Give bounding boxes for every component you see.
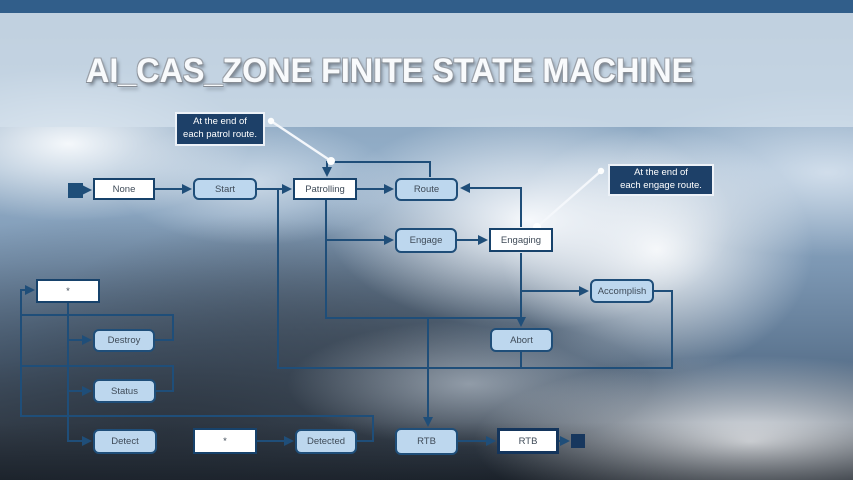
- leader-dot: [598, 168, 604, 174]
- edge-route-to-patrolling: [327, 162, 430, 177]
- callout-patrol-route: [175, 112, 265, 146]
- callout-engage-line2: each engage route.: [620, 180, 702, 191]
- state-detected: Detected: [295, 429, 357, 454]
- state-star-dispatch: *: [36, 279, 100, 303]
- callout-patrol-line1: At the end of: [193, 116, 247, 128]
- callout-patrol-leader: [271, 121, 331, 161]
- callout-engage-route: [608, 164, 714, 196]
- page-title: AI_CAS_ZONE FINITE STATE MACHINE: [86, 52, 694, 90]
- state-start: Start: [193, 178, 257, 200]
- callout-engage-line1: At the end of: [634, 167, 688, 179]
- state-engaging: Engaging: [489, 228, 553, 252]
- state-rtb-final: RTB: [497, 428, 559, 454]
- final-state-marker: [571, 434, 585, 448]
- edge-engaging-to-route: [462, 188, 521, 227]
- state-engage: Engage: [395, 228, 457, 253]
- state-none: None: [93, 178, 155, 200]
- callout-patrol-line2: each patrol route.: [183, 129, 257, 140]
- callout-engage-leader: [537, 171, 601, 227]
- edge-return-into-star1: [21, 290, 33, 417]
- state-patrolling: Patrolling: [293, 178, 357, 200]
- state-accomplish: Accomplish: [590, 279, 654, 303]
- edge-star1-to-destroy: [68, 303, 90, 340]
- leader-dot: [268, 118, 274, 124]
- edge-patrolling-to-engage: [326, 200, 392, 240]
- state-route: Route: [395, 178, 458, 201]
- state-destroy: Destroy: [93, 329, 155, 352]
- state-rtb: RTB: [395, 428, 458, 455]
- state-detect: Detect: [93, 429, 157, 454]
- state-abort: Abort: [490, 328, 553, 352]
- state-star-detected: *: [193, 428, 257, 454]
- state-status: Status: [93, 379, 156, 403]
- leader-dot: [327, 157, 335, 165]
- initial-state-marker: [68, 183, 83, 198]
